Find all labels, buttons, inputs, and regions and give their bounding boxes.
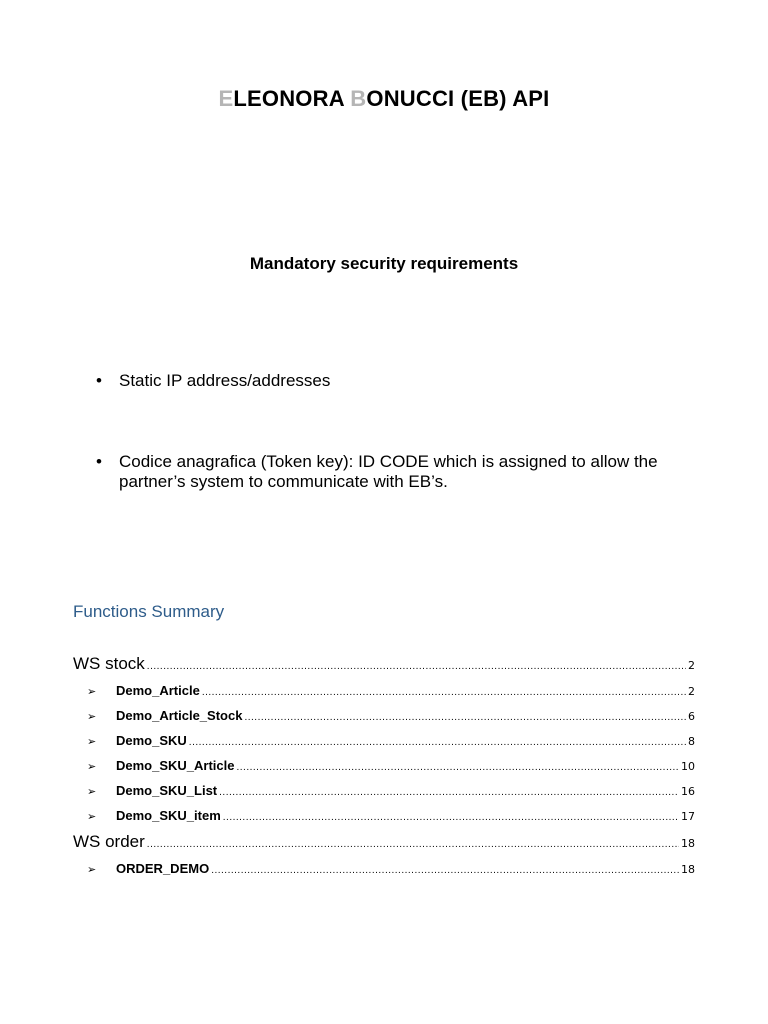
title-part-leonora: LEONORA <box>233 86 351 111</box>
toc-entry-label: WS order <box>73 832 145 851</box>
toc-page-number: 10 <box>681 760 695 773</box>
toc-entry-label: WS stock <box>73 654 145 673</box>
bullet-text: Static IP address/addresses <box>119 371 331 390</box>
toc-entry[interactable] <box>73 783 695 798</box>
bullet-dot-icon: • <box>96 452 102 471</box>
toc-entry-label: Demo_SKU_List <box>116 783 218 798</box>
toc-entry[interactable] <box>73 654 695 674</box>
toc-dot-leader <box>237 762 680 773</box>
toc-page-number: 8 <box>688 735 695 748</box>
title-initial-e: E <box>218 86 234 111</box>
toc-dot-leader <box>244 712 686 723</box>
toc-page-number: 16 <box>681 785 695 798</box>
toc-entry[interactable] <box>73 808 695 823</box>
bullet-item <box>96 371 686 391</box>
toc-page-number: 18 <box>681 863 695 876</box>
toc-page-number: 6 <box>688 710 695 723</box>
toc-dot-leader <box>202 687 686 698</box>
arrow-bullet-icon: ➢ <box>87 864 97 876</box>
title-part-bonucci: ONUCCI (EB) API <box>366 86 550 111</box>
title-initial-b: B <box>350 86 367 111</box>
section-subtitle: Mandatory security requirements <box>249 254 519 273</box>
arrow-bullet-icon: ➢ <box>87 686 97 698</box>
bullet-text: Codice anagrafica (Token key): ID CODE which is assigned to allow the partner’s system to communicate with EB’s. <box>119 452 658 491</box>
toc-dot-leader <box>211 865 679 876</box>
toc-entry-label: Demo_SKU_item <box>116 808 221 823</box>
toc-entry[interactable] <box>73 708 695 723</box>
toc-entry[interactable] <box>73 733 695 748</box>
toc-entry[interactable] <box>73 832 695 852</box>
toc-dot-leader <box>189 737 686 748</box>
arrow-bullet-icon: ➢ <box>87 711 97 723</box>
toc-entry[interactable] <box>73 683 695 698</box>
toc-dot-leader <box>147 839 679 850</box>
toc-entry[interactable] <box>73 758 695 773</box>
toc-dot-leader <box>219 787 679 798</box>
arrow-bullet-icon: ➢ <box>87 761 97 773</box>
arrow-bullet-icon: ➢ <box>87 736 97 748</box>
functions-summary-heading: Functions Summary <box>73 602 225 621</box>
bullet-item <box>96 452 686 492</box>
toc-page-number: 2 <box>688 659 695 672</box>
toc-page-number: 18 <box>681 837 695 850</box>
toc-page-number: 2 <box>688 685 695 698</box>
arrow-bullet-icon: ➢ <box>87 811 97 823</box>
bullet-dot-icon: • <box>96 371 102 390</box>
toc-entry-label: Demo_Article_Stock <box>116 708 243 723</box>
toc-entry[interactable] <box>73 861 695 876</box>
toc-entry-label: ORDER_DEMO <box>116 861 210 876</box>
document-title <box>0 86 768 112</box>
toc-entry-label: Demo_SKU <box>116 733 187 748</box>
toc-entry-label: Demo_SKU_Article <box>116 758 235 773</box>
toc-dot-leader <box>223 812 679 823</box>
toc-page-number: 17 <box>681 810 695 823</box>
arrow-bullet-icon: ➢ <box>87 786 97 798</box>
toc-dot-leader <box>147 661 686 672</box>
toc-entry-label: Demo_Article <box>116 683 200 698</box>
